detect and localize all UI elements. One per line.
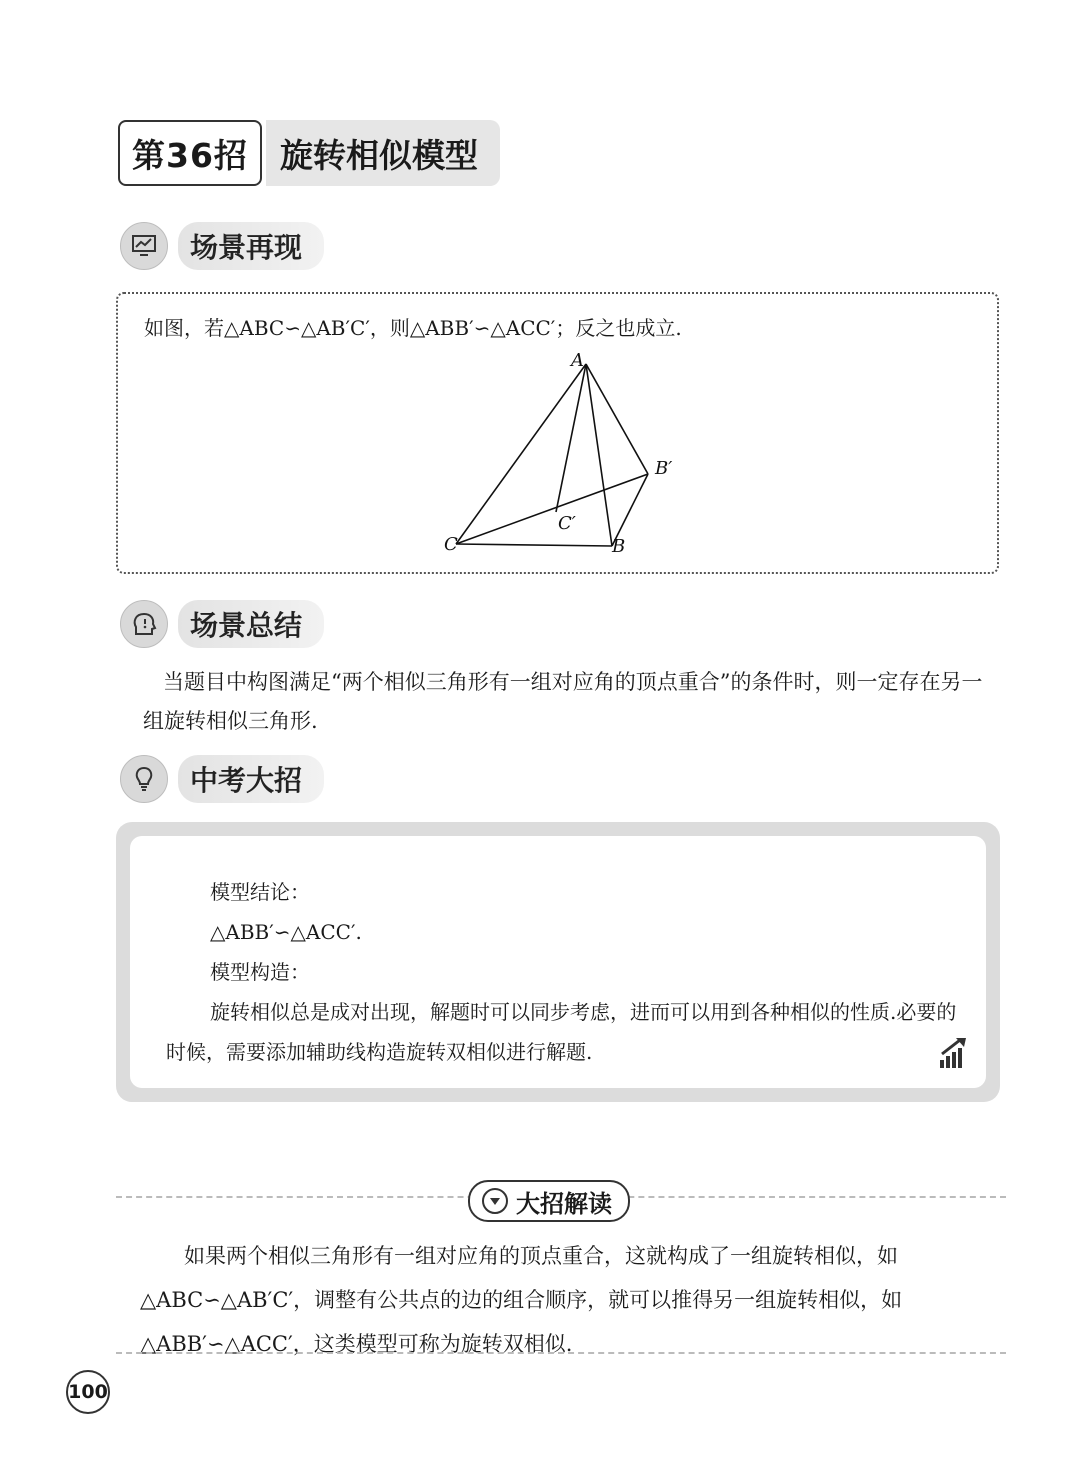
section-summary-label: 场景总结	[178, 600, 324, 648]
section-scene-heading	[120, 222, 324, 270]
segment-AB	[586, 364, 612, 546]
scene-box	[116, 292, 999, 574]
reading-label: 大招解读	[516, 1189, 612, 1218]
section-summary-heading	[120, 600, 324, 648]
point-label-C-prime: C′	[558, 513, 576, 534]
segment-CB	[456, 544, 612, 546]
section-strategy-heading	[120, 755, 324, 803]
reading-text: 如果两个相似三角形有一组对应角的顶点重合，这就构成了一组旋转相似，如△ABC∽△AB′C′，调整有公共点的边的组合顺序，就可以推得另一组旋转相似，如△ABB′∽△ACC′，这类模型可称为旋转双相似.	[140, 1244, 903, 1356]
segment-AB-prime	[586, 364, 648, 474]
chapter-number: 第36招	[118, 120, 262, 186]
segment-AC-prime	[556, 364, 586, 512]
divider-bottom	[116, 1352, 1006, 1354]
chevron-down-icon	[482, 1188, 508, 1214]
conclusion-label: 模型结论：	[210, 880, 310, 904]
conclusion-text: △ABB′∽△ACC′.	[210, 920, 362, 944]
triangle-diagram	[118, 294, 1001, 576]
reading-heading	[468, 1180, 630, 1222]
page-number: 100	[66, 1370, 110, 1414]
lightbulb-icon	[120, 755, 168, 803]
section-strategy-label: 中考大招	[178, 755, 324, 803]
scene-text: 如图，若△ABC∽△AB′C′，则△ABB′∽△ACC′；反之也成立.	[144, 316, 682, 340]
construction-label: 模型构造：	[210, 960, 310, 984]
point-label-B: B	[612, 536, 626, 557]
section-scene-label: 场景再现	[178, 222, 324, 270]
head-icon	[120, 600, 168, 648]
trend-up-icon	[938, 1036, 968, 1074]
construction-text: 旋转相似总是成对出现，解题时可以同步考虑，进而可以用到各种相似的性质.必要的时候，需要添加辅助线构造旋转双相似进行解题.	[166, 1000, 957, 1064]
point-label-C: C	[444, 534, 458, 555]
chapter-name: 旋转相似模型	[266, 120, 500, 186]
segment-CB-prime	[456, 474, 648, 544]
chapter-title	[118, 120, 500, 186]
summary-text: 当题目中构图满足“两个相似三角形有一组对应角的顶点重合”的条件时，则一定存在另一组旋转相似三角形.	[143, 670, 983, 733]
point-label-A: A	[571, 350, 584, 371]
monitor-icon	[120, 222, 168, 270]
strategy-box	[116, 822, 1000, 1102]
point-label-B-prime: B′	[655, 458, 673, 479]
